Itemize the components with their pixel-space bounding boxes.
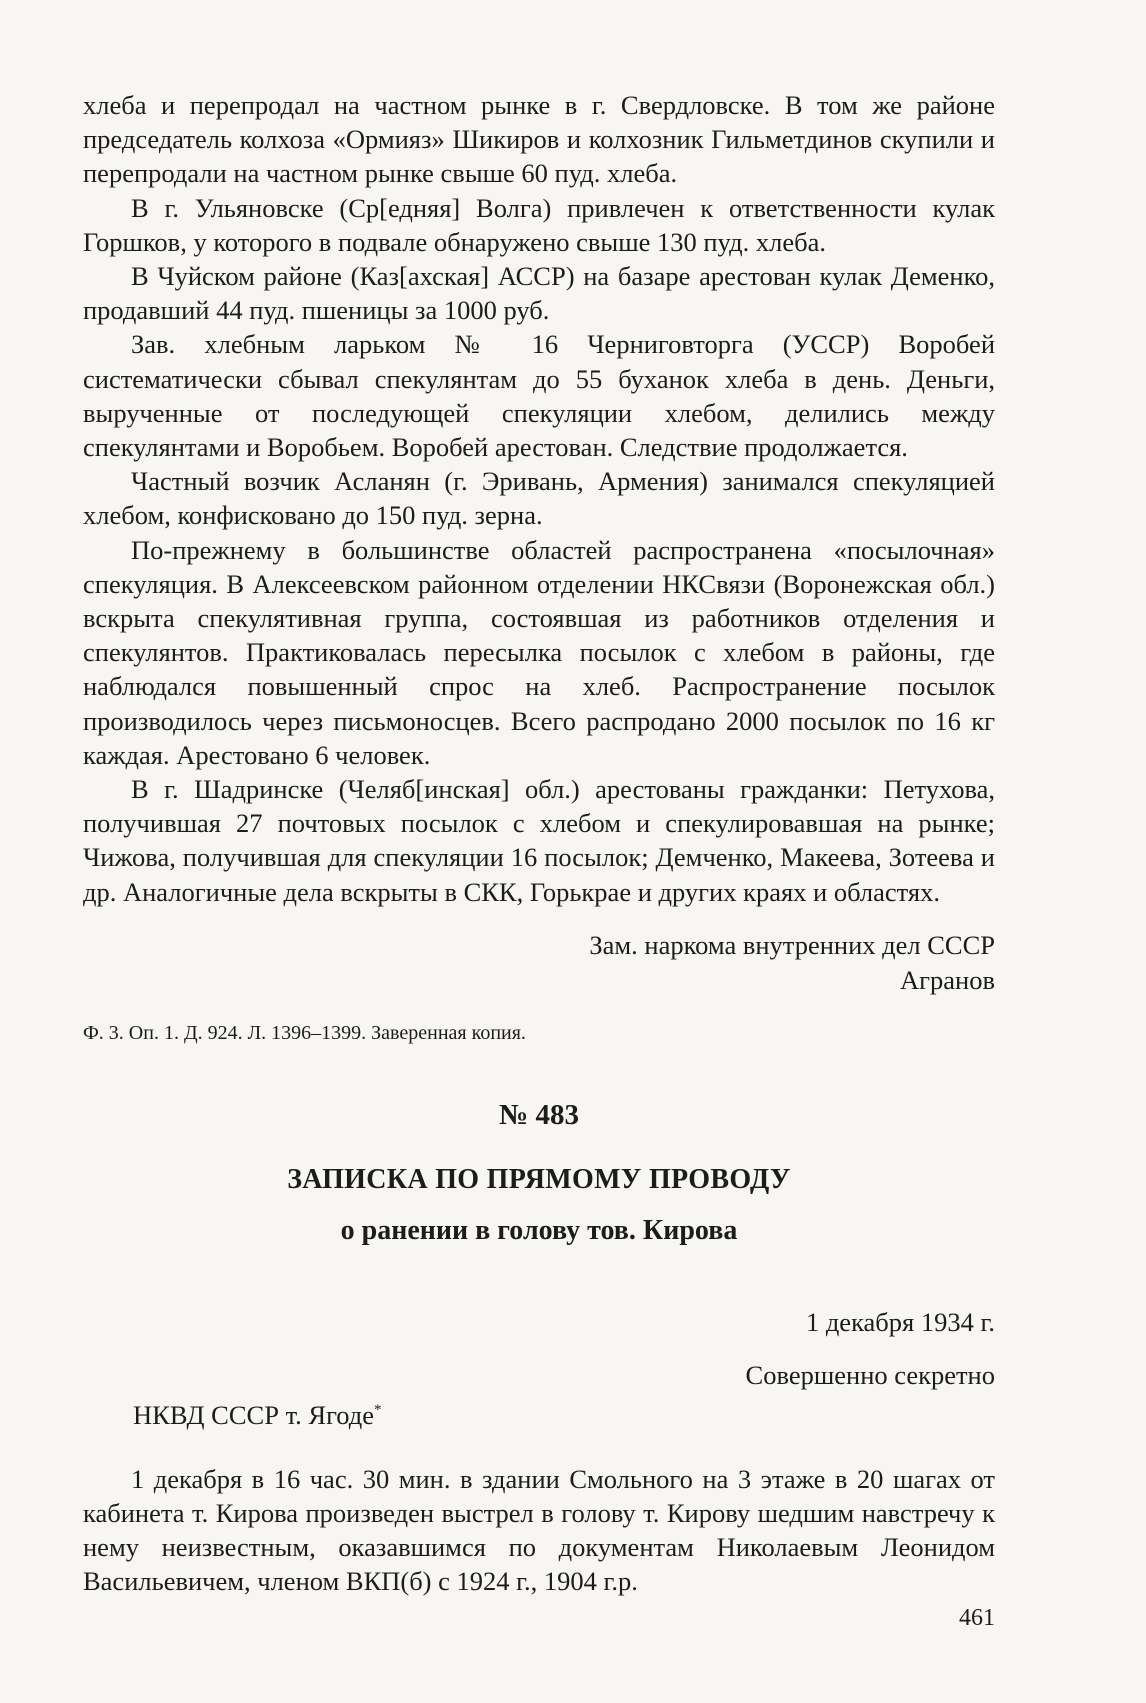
signature-name: Агранов xyxy=(900,964,995,995)
document-title: ЗАПИСКА ПО ПРЯМОМУ ПРОВОДУ xyxy=(287,1163,791,1195)
addressee-text: НКВД СССР т. Ягоде xyxy=(133,1399,375,1430)
text-paragraph: Зав. хлебным ларьком № 16 Черниговторга (УССР) Воробей систематически сбывал спекулянтам до 55 буханок хлеба в день. Деньги, вырученные от последующей спекуляции хлебом, делились между спекулянтами и Воробьем. Воробей арестован. Следствие продолжается. xyxy=(83,329,995,463)
text-paragraph: Частный возчик Асланян (г. Эривань, Армения) занимался спекуляцией хлебом, конфисковано до 150 пуд. зерна. xyxy=(83,466,995,531)
footnote-marker: * xyxy=(374,1401,382,1418)
archive-source-note: Ф. 3. Оп. 1. Д. 924. Л. 1396–1399. Заверенная копия. xyxy=(83,1021,526,1044)
document-body: 1 декабря в 16 час. 30 мин. в здании Смольного на 3 этаже в 20 шагах от кабинета т. Кирова произведен выстрел в голову т. Кирову шедшим навстречу к нему неизвестным, оказавшимся по документам Николаевым Леонидом Васильевичем, членом ВКП(б) с 1924 г., 1904 г.р. xyxy=(83,1463,995,1597)
book-page xyxy=(83,88,995,1599)
addressee xyxy=(83,1398,995,1432)
text-paragraph: В г. Ульяновске (Ср[едняя] Волга) привлечен к ответственности кулак Горшков, у которого в подвале обнаружено свыше 130 пуд. хлеба. xyxy=(83,192,995,257)
document-subtitle: о ранении в голову тов. Кирова xyxy=(340,1214,738,1246)
text-paragraph: По-прежнему в большинстве областей распространена «посылочная» спекуляция. В Алексеевском районном отделении НКСвязи (Воронежская обл.) вскрыта спекулятивная группа, состоявшая из работников отделения и спекулянтов. Практиковалась пересылка посылок с хлебом в районы, где наблюдался повышенный спрос на хлеб. Распространение посылок производилось через письмоносцев. Всего распродано 2000 посылок по 16 кг каждая. Арестовано 6 человек. xyxy=(83,534,995,770)
text-paragraph: В Чуйском районе (Каз[ахская] АССР) на базаре арестован кулак Деменко, продавший 44 пуд. пшеницы за 1000 руб. xyxy=(83,261,995,326)
signature-title: Зам. наркома внутренних дел СССР xyxy=(589,929,995,960)
text-paragraph: В г. Шадринске (Челяб[инская] обл.) арестованы гражданки: Петухова, получившая 27 почтовых посылок с хлебом и спекулировавшая на рынке; Чижова, получившая для спекуляции 16 посылок; Демченко, Макеева, Зотеева и др. Аналогичные дела вскрыты в СКК, Горькрае и других краях и областях. xyxy=(83,774,995,907)
classification-stamp: Совершенно секретно xyxy=(745,1359,995,1390)
page-number: 461 xyxy=(959,1605,995,1631)
signature-block xyxy=(83,928,995,998)
text-paragraph: хлеба и перепродал на частном рынке в г. Свердловске. В том же районе председатель колхоза «Ормияз» Шикиров и колхозник Гильметдинов скупили и перепродали на частном рынке свыше 60 пуд. хлеба. xyxy=(83,90,995,189)
document-date: 1 декабря 1934 г. xyxy=(805,1306,995,1337)
document-number: № 483 xyxy=(499,1098,579,1131)
